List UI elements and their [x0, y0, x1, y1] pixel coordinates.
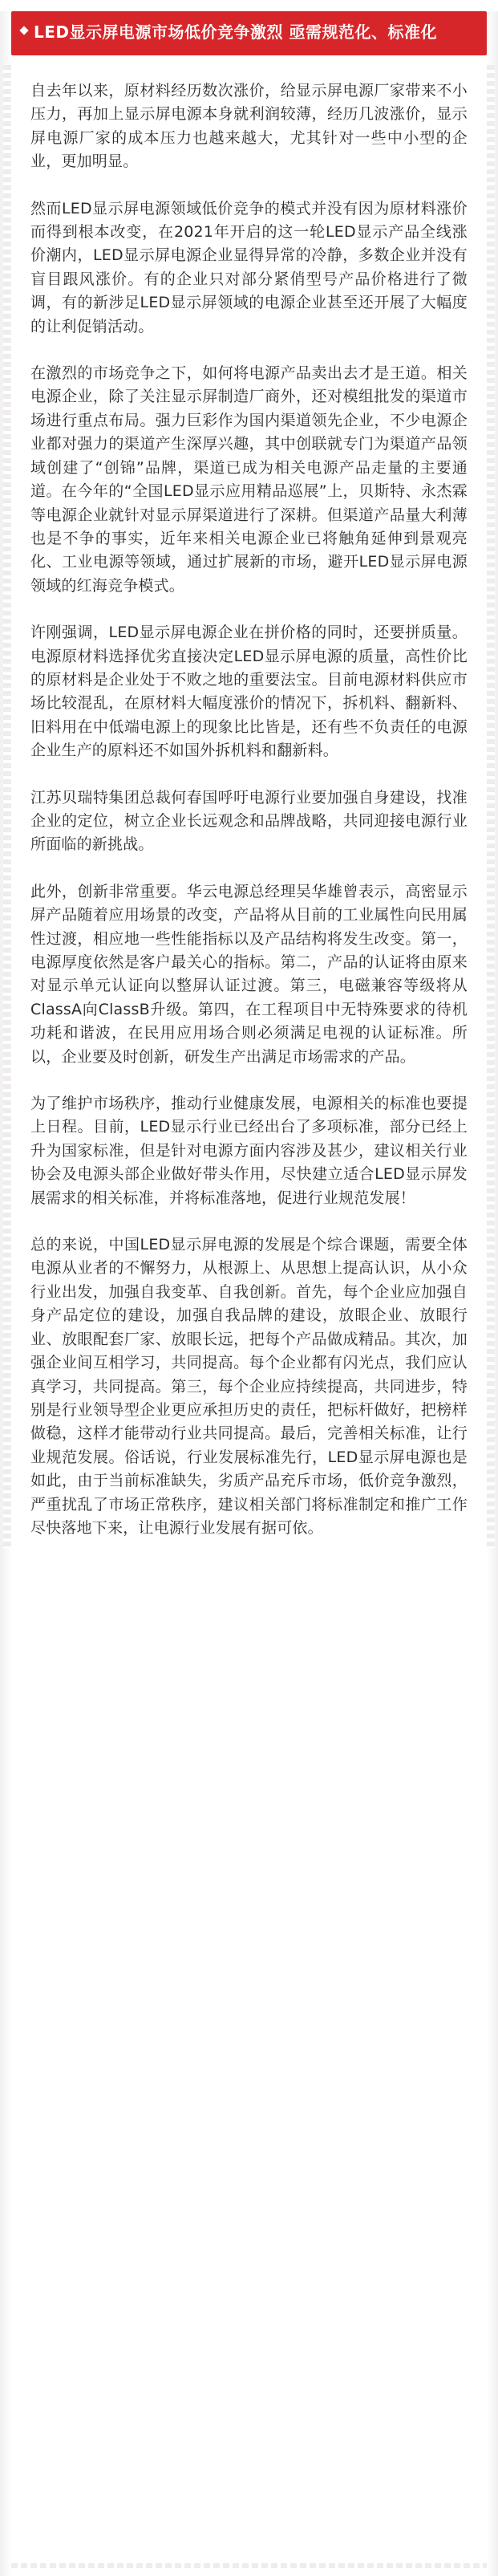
article-frame [0, 11, 498, 2576]
title-banner [11, 11, 487, 55]
paragraph: 此外，创新非常重要。华云电源总经理吴华雄曾表示，高密显示屏产品随着应用场景的改变，产品将从目前的工业属性向民用属性过渡，相应地一些性能指标以及产品结构将发生改变。第一，电源厚度依然是客户最关心的指标。第二，产品的认证将由原来对显示单元认证向以整屏认证过渡。第三，电磁兼容等级将从ClassA向ClassB升级。第四，在工程项目中无特殊要求的待机功耗和谐波，在民用应用场合则必须满足电视的认证标准。所以，企业要及时创新，研发生产出满足市场需求的产品。 [30, 882, 468, 1066]
paragraph: 许刚强调，LED显示屏电源企业在拼价格的同时，还要拼质量。电源原材料选择优劣直接决定LED显示屏电源的质量，高性价比的原材料是企业处于不败之地的重要法宝。目前电源材料供应市场比较混乱，在原材料大幅度涨价的情况下，拆机料、翻新料、旧料用在中低端电源上的现象比比皆是，还有些不负责任的电源企业生产的原料还不如国外拆机料和翻新料。 [30, 624, 468, 760]
paragraph: 在激烈的市场竞争之下，如何将电源产品卖出去才是王道。相关电源企业，除了关注显示屏制造厂商外，还对模组批发的渠道市场进行重点布局。强力巨彩作为国内渠道领先企业，不少电源企业都对强力的渠道产生深厚兴趣，其中创联就专门为渠道产品领域创建了“创锦”品牌，渠道已成为相关电源产品走量的主要通道。在今年的“全国LED显示应用精品巡展”上，贝斯特、永杰霖等电源企业就针对显示屏渠道进行了深耕。但渠道产品量大利薄也是不争的事实，近年来相关电源企业已将触角延伸到景观亮化、工业电源等领域，通过扩展新的市场，避开LED显示屏电源领域的红海竞争模式。 [30, 364, 468, 595]
bottom-divider [11, 2563, 487, 2568]
paragraph: 为了维护市场秩序，推动行业健康发展，电源相关的标准也要提上日程。目前，LED显示行业已经出台了多项标准，部分已经上升为国家标准，但是针对电源方面内容涉及甚少，建议相关行业协会及电源头部企业做好带头作用，尽快建立适合LED显示屏发展需求的相关标准，并将标准落地，促进行业规范发展！ [30, 1095, 468, 1207]
paragraph: 总的来说，中国LED显示屏电源的发展是个综合课题，需要全体电源从业者的不懈努力，从根源上、从思想上提高认识，从小众行业出发，加强自我变革、自我创新。首先，每个企业应加强自身产品定位的建设，加强自我品牌的建设，放眼企业、放眼行业、放眼配套厂家、放眼长远，把每个产品做成精品。其次，加强企业间互相学习，共同提高。每个企业都有闪光点，我们应认真学习，共同提高。第三，每个企业应持续提高，共同进步，特别是行业领导型企业更应承担历史的责任，把标杆做好，把榜样做稳，这样才能带动行业共同提高。最后，完善相关标准，让行业规范发展。俗话说，行业发展标准先行，LED显示屏电源也是如此，由于当前标准缺失，劣质产品充斥市场，低价竞争激烈，严重扰乱了市场正常秩序，建议相关部门将标准制定和推广工作尽快落地下来，让电源行业发展有据可依。 [30, 1236, 468, 1537]
diamond-bullet-icon [19, 26, 28, 35]
paragraph: 自去年以来，原材料经历数次涨价，给显示屏电源厂家带来不小压力，再加上显示屏电源本身就利润较薄，经历几波涨价，显示屏电源厂家的成本压力也越来越大，尤其针对一些中小型的企业，更加明显。 [30, 82, 468, 171]
paragraph: 江苏贝瑞特集团总裁何春国呼吁电源行业要加强自身建设，找准企业的定位，树立企业长远观念和品牌战略，共同迎接电源行业所面临的新挑战。 [30, 788, 468, 854]
article-body [16, 79, 482, 1540]
article-title: LED显示屏电源市场低价竞争激烈 亟需规范化、标准化 [34, 22, 437, 42]
paragraph: 然而LED显示屏电源领域低价竞争的模式并没有因为原材料涨价而得到根本改变，在2021年开启的这一轮LED显示产品全线涨价潮内，LED显示屏电源企业显得异常的冷静，多数企业并没有盲目跟风涨价。有的企业只对部分紧俏型号产品价格进行了微调，有的新涉足LED显示屏领域的电源企业甚至还开展了大幅度的让利促销活动。 [30, 199, 468, 335]
